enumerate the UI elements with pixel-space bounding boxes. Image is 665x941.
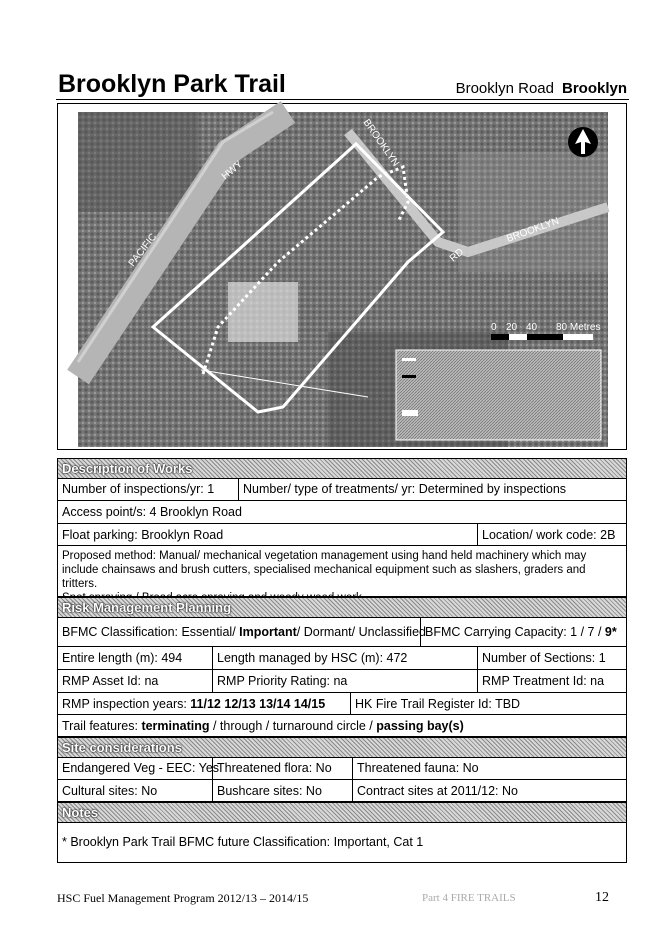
scale-tick: 80 Metres bbox=[556, 322, 601, 333]
classification-bold: Important bbox=[239, 624, 297, 639]
north-arrow-icon bbox=[568, 127, 598, 157]
table-row bbox=[57, 546, 627, 597]
table-row bbox=[57, 501, 627, 524]
location-cell: Location/ work code: 2B bbox=[482, 527, 616, 542]
scale-tick: 0 bbox=[491, 322, 497, 333]
float-parking-cell: Float parking: Brooklyn Road bbox=[58, 524, 478, 545]
road-name: Brooklyn Road bbox=[455, 80, 554, 97]
capacity-bold: 9* bbox=[604, 624, 617, 639]
inspection-years-bold: 11/12 12/13 13/14 14/15 bbox=[190, 696, 326, 711]
table-row bbox=[57, 524, 627, 546]
sections-cell: Number of Sections: 1 bbox=[482, 651, 606, 665]
header-rule bbox=[56, 99, 629, 100]
road-label: PACIFIC bbox=[126, 231, 160, 269]
length-managed-cell: Length managed by HSC (m): 472 bbox=[213, 647, 478, 669]
features-prefix: Trail features: bbox=[62, 718, 142, 733]
suburb-name: Brooklyn bbox=[561, 80, 627, 97]
features-mid: / through / turnaround circle / bbox=[209, 718, 377, 733]
trail-features-cell bbox=[58, 715, 626, 736]
table-row bbox=[57, 693, 627, 715]
register-cell: HK Fire Trail Register Id: TBD bbox=[355, 696, 521, 711]
proposed-method-text: Proposed method: Manual/ mechanical vegetation management using hand held machinery which may include chainsaws and brush cutters, specialised mechanical equipment such as slashers, graders and tritters. bbox=[62, 550, 587, 590]
aerial-map bbox=[78, 112, 608, 447]
page-title: Brooklyn Park Trail bbox=[58, 70, 286, 98]
inspection-years-cell bbox=[58, 693, 351, 714]
table-row bbox=[57, 647, 627, 670]
eec-cell: Endangered Veg - EEC: Yes bbox=[58, 757, 213, 779]
table-row bbox=[57, 670, 627, 693]
features-bold-2: passing bay(s) bbox=[376, 718, 464, 733]
page-number: 12 bbox=[595, 890, 609, 905]
capacity-cell bbox=[421, 617, 626, 646]
inspection-years-prefix: RMP inspection years: bbox=[62, 696, 191, 711]
contract-cell: Contract sites at 2011/12: No bbox=[357, 783, 518, 798]
map-frame bbox=[57, 103, 627, 450]
footer-part: Part 4 FIRE TRAILS bbox=[422, 892, 516, 904]
table-row bbox=[57, 478, 627, 501]
classification-suffix: / Dormant/ Unclassified bbox=[296, 624, 426, 639]
site-heading: Site considerations bbox=[57, 737, 627, 758]
capacity-prefix: BFMC Carrying Capacity: 1 / 7 / bbox=[425, 624, 605, 639]
entire-length-cell: Entire length (m): 494 bbox=[58, 647, 213, 669]
road-label: HWY bbox=[219, 158, 245, 183]
table-row bbox=[57, 822, 627, 863]
classification-cell bbox=[58, 617, 426, 646]
treatment-id-cell: RMP Treatment Id: na bbox=[482, 674, 605, 688]
proposed-method-cell bbox=[58, 546, 626, 596]
treatments-cell: Number/ type of treatments/ yr: Determined by inspections bbox=[243, 482, 567, 496]
road-label: BROOKLYN bbox=[360, 117, 402, 169]
road-label: BROOKLYN bbox=[505, 215, 561, 245]
table-row bbox=[57, 617, 627, 647]
bushcare-cell: Bushcare sites: No bbox=[213, 780, 353, 801]
risk-heading: Risk Management Planning bbox=[57, 597, 627, 618]
map-legend bbox=[396, 350, 601, 440]
flora-cell: Threatened flora: No bbox=[213, 757, 353, 779]
table-row bbox=[57, 715, 627, 737]
inspections-cell: Number of inspections/yr: 1 bbox=[58, 478, 239, 500]
notes-heading: Notes bbox=[57, 802, 627, 823]
table-row bbox=[57, 757, 627, 780]
table-row bbox=[57, 780, 627, 802]
road-label: RD bbox=[447, 246, 467, 265]
classification-prefix: BFMC Classification: Essential/ bbox=[62, 624, 240, 639]
aerial-photo bbox=[78, 112, 608, 447]
notes-cell: * Brooklyn Park Trail BFMC future Classification: Important, Cat 1 bbox=[62, 835, 424, 849]
cultural-cell: Cultural sites: No bbox=[58, 780, 213, 801]
description-heading: Description of Works bbox=[57, 458, 627, 479]
asset-id-cell: RMP Asset Id: na bbox=[58, 670, 213, 692]
scale-tick: 20 bbox=[506, 322, 518, 333]
scale-tick: 40 bbox=[526, 322, 538, 333]
location-header bbox=[456, 80, 627, 97]
fauna-cell: Threatened fauna: No bbox=[357, 761, 479, 775]
access-cell: Access point/s: 4 Brooklyn Road bbox=[62, 505, 242, 519]
footer-program: HSC Fuel Management Program 2012/13 – 2014/15 bbox=[57, 891, 309, 905]
priority-cell: RMP Priority Rating: na bbox=[213, 670, 478, 692]
features-bold-1: terminating bbox=[141, 718, 210, 733]
